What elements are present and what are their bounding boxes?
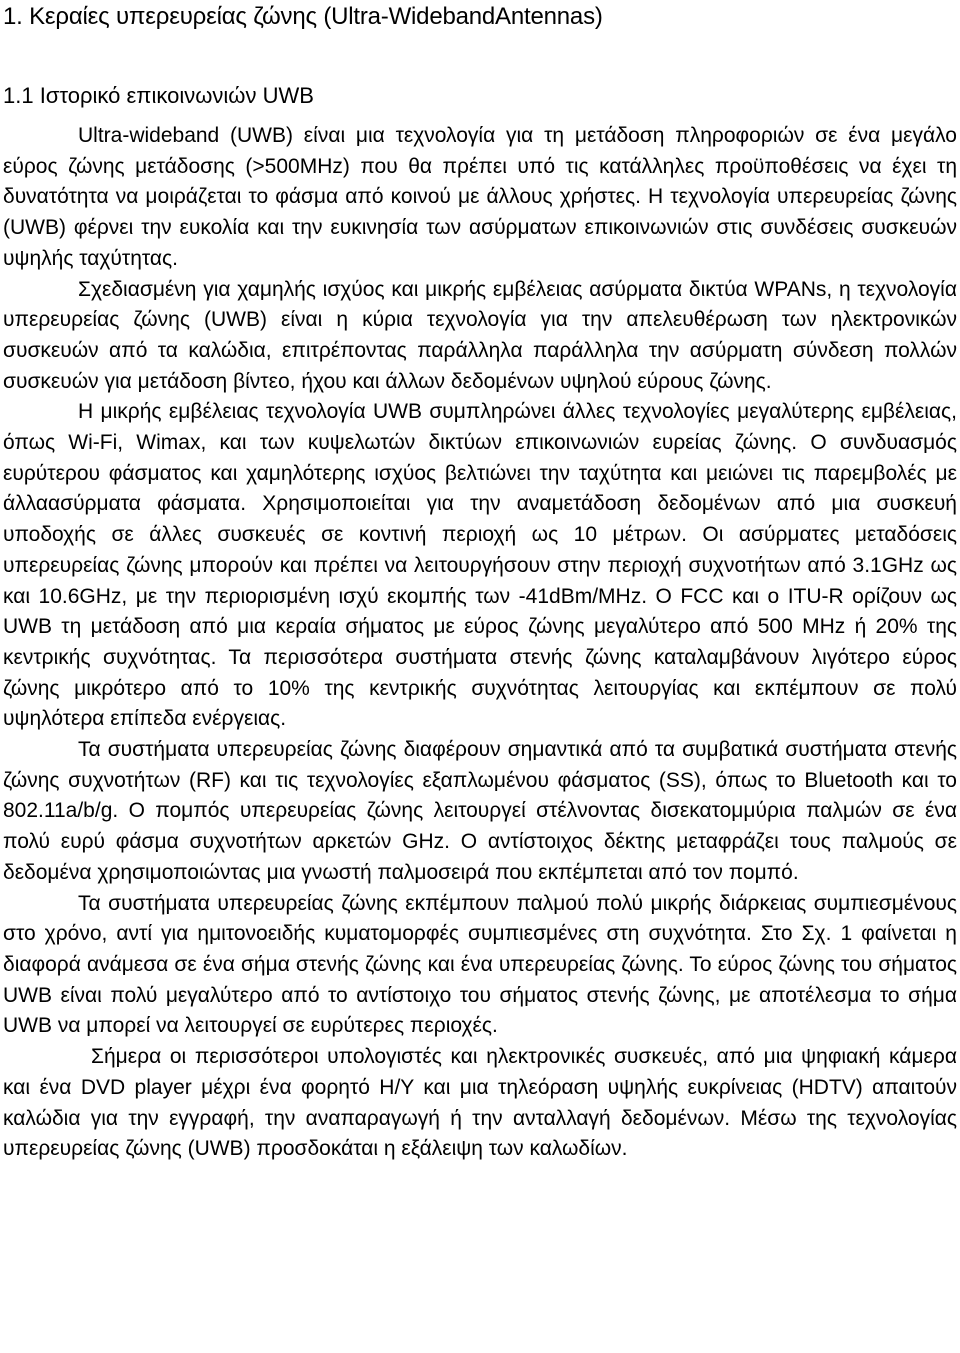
document-title: 1. Κεραίες υπερευρείας ζώνης (Ultra-WidebandAntennas): [3, 3, 603, 30]
paragraph-short-range: Η μικρής εμβέλειας τεχνολογία UWB συμπληρώνει άλλες τεχνολογίες μεγαλύτερης εμβέλειας, όπως Wi-Fi, Wimax, και των κυψελωτών δικτύων επικοινωνιών ευρείας ζώνης. Ο συνδυασμός ευρύτερου φάσματος και χαμηλότερης ισχύος βελτιώνει την ταχύτητα και μειώνει τις παρεμβολές με άλλαασύρματα φάσματα. Χρησιμοποιείται για την αναμετάδοση δεδομένων από μια συσκευή υποδοχής σε άλλες συσκευές σε κοντινή περιοχή ως 10 μέτρων. Οι ασύρματες μεταδόσεις υπερευρείας ζώνης μπορούν και πρέπει να λειτουργήσουν στην περιοχή συχνοτήτων από 3.1GHz ως και 10.6GHz, με την περιορισμένη ισχύ εκομπής των -41dBm/MHz. Ο FCC και ο ITU-R ορίζουν ως UWB τη μετάδοση από μια κεραία σήματος με εύρος ζώνης μεγαλύτερο από 500 MHz ή 20% της κεντρικής συχνότητας. Τα περισσότερα συστήματα στενής ζώνης καταλαμβάνουν λιγότερο εύρος ζώνης μικρότερο από το 10% της κεντρικής συχνότητας λειτουργίας και εκπέμπουν σε πολύ υψηλότερα επίπεδα ενέργειας.: [3, 400, 957, 731]
paragraph-system-differences: Τα συστήματα υπερευρείας ζώνης διαφέρουν σημαντικά από τα συμβατικά συστήματα στενής ζώνης συχνοτήτων (RF) και τις τεχνολογίες εξαπλωμένου φάσματος (SS), όπως το Bluetooth και το 802.11a/b/g. Ο πομπός υπερευρείας ζώνης λειτουργεί στέλνοντας δισεκατομμύρια παλμών σε ένα πολύ ευρύ φάσμα συχνοτήτων αρκετών GHz. Ο αντίστοιχος δέκτης μεταφράζει τους παλμούς σε δεδομένα χρησιμοποιώντας μια γνωστή παλμοσειρά που εκπέμπεται από τον πομπό.: [3, 738, 957, 884]
paragraph-wpan-design: Σχεδιασμένη για χαμηλής ισχύος και μικρής εμβέλειας ασύρματα δικτύα WPANs, η τεχνολογία υπερευρείας ζώνης (UWB) είναι η κύρια τεχνολογία για την απελευθέρωση των ηλεκτρονικών συσκευών από τα καλώδια, επιτρέποντας παράλληλα παράλληλα την ασύρματη σύνδεση πολλών συσκευών για μετάδοση βίντεο, ήχου και άλλων δεδομένων υψηλού εύρους ζώνης.: [3, 277, 957, 393]
paragraph-pulse-transmission: Τα συστήματα υπερευρείας ζώνης εκπέμπουν παλμού πολύ μικρής διάρκειας συμπιεσμένους στο χρόνο, αντί για ημιτονοειδής κυματομορφές συμπιεσμένες στη συχνότητα. Στο Σχ. 1 φαίνεται η διαφορά ανάμεσα σε ένα σήμα στενής ζώνης και ένα υπερευρείας ζώνης. Το εύρος ζώνης του σήματος UWB είναι πολύ μεγαλύτερο από το αντίστοιχο του σήματος στενής ζώνης, με αποτέλεσμα το σήμα UWB να μπορεί να λειτουργεί σε ευρύτερες περιοχές.: [3, 891, 957, 1038]
section-heading: 1.1 Ιστορικό επικοινωνιών UWB: [3, 83, 314, 108]
paragraph-cable-elimination: Σήμερα οι περισσότεροι υπολογιστές και ηλεκτρονικές συσκευές, από μια ψηφιακή κάμερα και ένα DVD player μέχρι ένα φορητό Η/Υ και μια τηλεόραση υψηλής ευκρίνειας (HDTV) απαιτούν καλώδια για την εγγραφή, την αναπαραγωγή ή την ανταλλαγή δεδομένων. Μέσω της τεχνολογίας υπερευρείας ζώνης (UWB) προσδοκάται η εξάλειψη των καλωδίων.: [3, 1045, 957, 1161]
paragraph-uwb-definition: Ultra-wideband (UWB) είναι μια τεχνολογία για τη μετάδοση πληροφοριών σε ένα μεγάλο εύρος ζώνης μετάδοσης (>500MHz) που θα πρέπει υπό τις κατάλληλες προϋποθέσεις να έχει τη δυνατότητα να μοιράζεται το φάσμα από κοινού με άλλους χρήστες. Η τεχνολογία υπερευρείας ζώνης (UWB) φέρνει την ευκολία και την ευκινησία των ασύρματων επικοινωνιών στις συνδέσεις συσκευών υψηλής ταχύτητας.: [3, 124, 957, 270]
body-text: [3, 121, 957, 1165]
